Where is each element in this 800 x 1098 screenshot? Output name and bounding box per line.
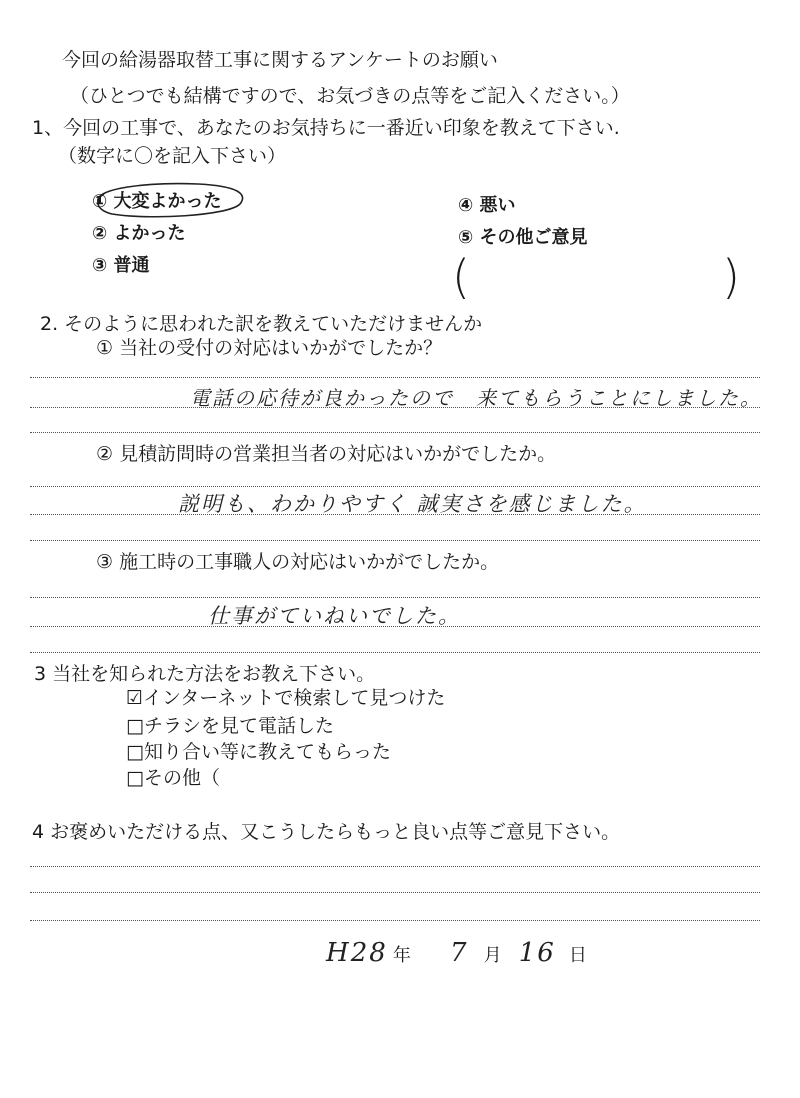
- date-year-unit: 年: [392, 945, 411, 966]
- q1-instruction: （数字に〇を記入下さい）: [58, 145, 287, 167]
- q3-option-2[interactable]: [126, 714, 334, 738]
- date-day-unit: 日: [568, 945, 587, 966]
- q2-prompt: 2. そのように思われた訳を教えていただけませんか: [40, 313, 483, 335]
- q1-option-3[interactable]: [92, 254, 150, 278]
- survey-subtitle: （ひとつでも結構ですので、お気づきの点等をご記入ください。）: [70, 85, 630, 107]
- q2-sub-2-answer[interactable]: 説明も、わかりやすく 誠実さを感じました。: [178, 492, 647, 516]
- q3-option-4[interactable]: [126, 766, 220, 790]
- answer-line: [30, 652, 760, 653]
- option-number: ②: [92, 223, 108, 244]
- date-year[interactable]: 28: [350, 938, 388, 968]
- q2-sub-1-label: ① 当社の受付の対応はいかがでしたか？: [96, 337, 443, 359]
- option-number: ①: [92, 191, 108, 212]
- q3-option-1[interactable]: [126, 686, 445, 710]
- q1-option-5[interactable]: [458, 226, 588, 250]
- checkbox-icon: □: [126, 767, 144, 789]
- date-day[interactable]: 16: [518, 938, 556, 968]
- answer-line: [30, 892, 760, 893]
- q4-prompt: 4 お褒めいただける点、又こうしたらもっと良い点等ご意見下さい。: [32, 821, 621, 843]
- option-number: ③: [92, 255, 108, 276]
- open-paren: (: [452, 250, 470, 304]
- date-month[interactable]: 7: [449, 938, 469, 968]
- option-label: 大変よかった: [113, 191, 222, 212]
- q2-sub-1-answer[interactable]: 電話の応待が良かったので 来てもらうことにしました。: [190, 386, 762, 410]
- option-label: その他（: [143, 767, 220, 789]
- q1-option-4[interactable]: [458, 194, 516, 218]
- answer-line: [30, 866, 760, 867]
- q1-prompt: 1、今回の工事で、あなたのお気持ちに一番近い印象を教えて下さい.: [32, 117, 620, 139]
- survey-title: 今回の給湯器取替工事に関するアンケートのお願い: [62, 49, 498, 71]
- answer-line: [30, 920, 760, 921]
- option-number: ④: [458, 195, 474, 216]
- option-number: ⑤: [458, 227, 474, 248]
- checkbox-icon: □: [126, 715, 144, 737]
- answer-line: [30, 540, 760, 541]
- answer-line: [30, 377, 760, 378]
- answer-line: [30, 486, 760, 487]
- option-label: 悪い: [479, 195, 516, 216]
- option-label: その他ご意見: [479, 227, 588, 248]
- q1-option-2[interactable]: [92, 222, 186, 246]
- q2-sub-3-answer[interactable]: 仕事がていねいでした。: [208, 604, 461, 628]
- date-row: [326, 938, 587, 968]
- checked-box-icon: ☑: [126, 687, 144, 709]
- option-label: チラシを見て電話した: [143, 715, 334, 737]
- answer-line: [30, 597, 760, 598]
- q1-option-1[interactable]: [92, 190, 222, 214]
- option-label: よかった: [113, 223, 186, 244]
- answer-line: [30, 432, 760, 433]
- answer-line: [30, 626, 760, 627]
- answer-line: [30, 514, 760, 515]
- q3-option-3[interactable]: [126, 740, 391, 764]
- date-month-unit: 月: [483, 945, 502, 966]
- date-era[interactable]: H: [326, 938, 351, 968]
- q3-prompt: 3 当社を知られた方法をお教え下さい。: [34, 663, 376, 685]
- close-paren: ): [722, 250, 740, 304]
- option-label: インターネットで検索して見つけた: [143, 687, 446, 709]
- checkbox-icon: □: [126, 741, 144, 763]
- option-label: 普通: [113, 255, 150, 276]
- answer-line: [30, 407, 760, 408]
- q2-sub-2-label: ② 見積訪問時の営業担当者の対応はいかがでしたか。: [96, 443, 557, 465]
- option-label: 知り合い等に教えてもらった: [143, 741, 391, 763]
- q2-sub-3-label: ③ 施工時の工事職人の対応はいかがでしたか。: [96, 551, 500, 573]
